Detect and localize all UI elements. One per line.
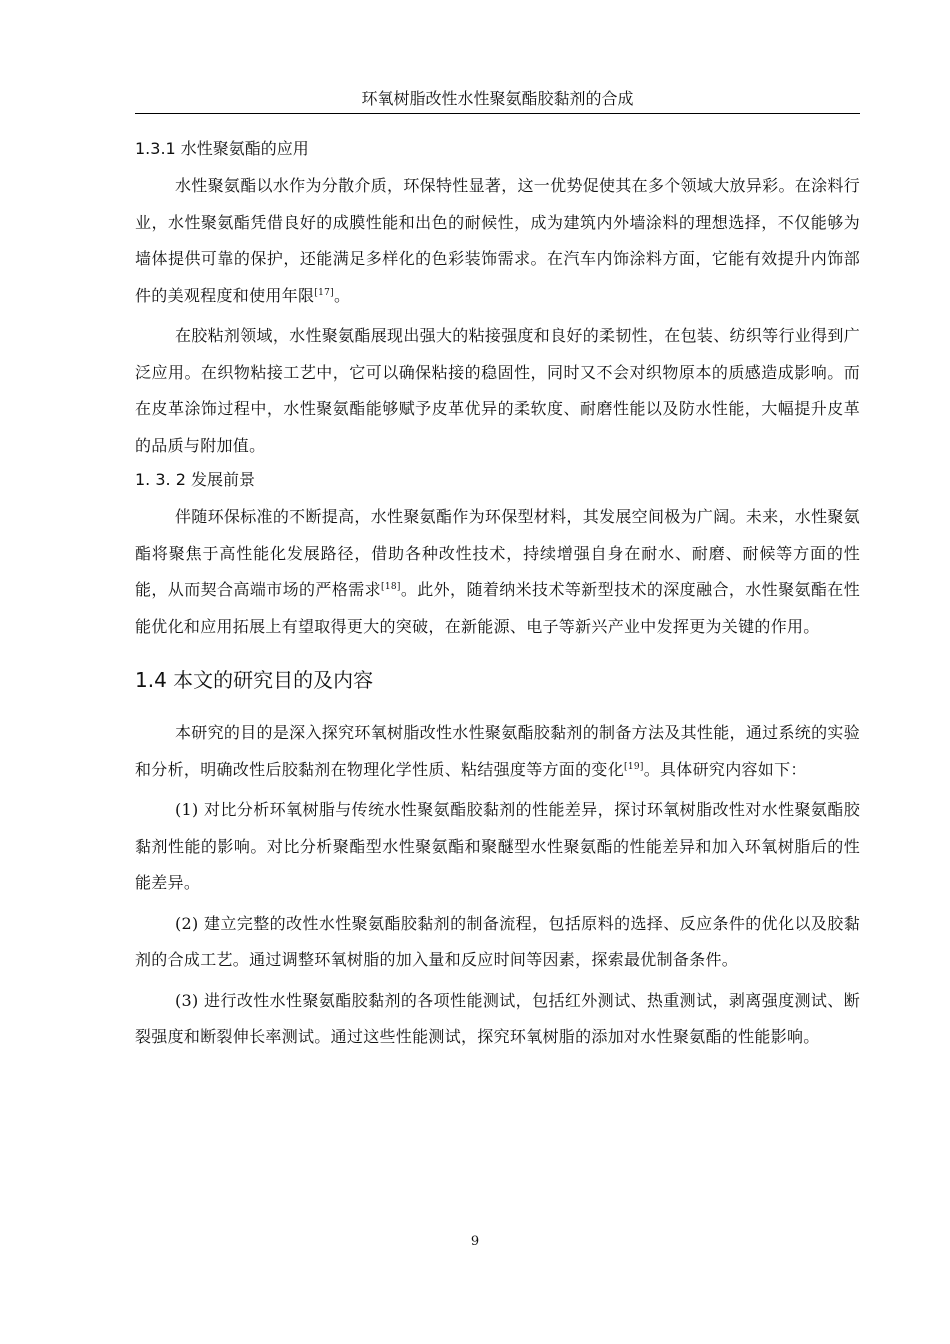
- paragraph-text: 本研究的目的是深入探究环氧树脂改性水性聚氨酯胶黏剂的制备方法及其性能，通过系统的实验和分析，明确改性后胶黏剂在物理化学性质、粘结强度等方面的变化: [135, 723, 860, 779]
- paragraph-applications-coatings: [135, 168, 860, 314]
- section-heading-1-3-2: 1. 3. 2 发展前景: [135, 470, 255, 489]
- paragraph-text: 水性聚氨酯以水作为分散介质，环保特性显著，这一优势促使其在多个领域大放异彩。在涂料行业，水性聚氨酯凭借良好的成膜性能和出色的耐候性，成为建筑内外墙涂料的理想选择，不仅能够为墙体提供可靠的保护，还能满足多样化的色彩装饰需求。在汽车内饰涂料方面，它能有效提升内饰部件的美观程度和使用年限: [135, 176, 860, 305]
- paragraph-end: 。具体研究内容如下：: [643, 759, 807, 779]
- citation-19[interactable]: [19]: [624, 761, 644, 772]
- page-number: 9: [470, 1234, 480, 1249]
- paragraph-research-purpose: [135, 715, 860, 788]
- paragraph-prospects: [135, 499, 860, 645]
- research-item-3: (3) 进行改性水性聚氨酯胶黏剂的各项性能测试，包括红外测试、热重测试，剥离强度测试、断裂强度和断裂伸长率测试。通过这些性能测试，探究环氧树脂的添加对水性聚氨酯的性能影响。: [135, 990, 860, 1046]
- page-body: [135, 136, 860, 1056]
- paragraph-applications-adhesives: 在胶粘剂领域，水性聚氨酯展现出强大的粘接强度和良好的柔韧性，在包装、纺织等行业得到广泛应用。在织物粘接工艺中，它可以确保粘接的稳固性，同时又不会对织物原本的质感造成影响。而在皮革涂饰过程中，水性聚氨酯能够赋予皮革优异的柔软度、耐磨性能以及防水性能，大幅提升皮革的品质与附加值。: [135, 326, 860, 455]
- header-rule: [135, 113, 860, 114]
- section-heading-1-3-1: 1.3.1 水性聚氨酯的应用: [135, 139, 309, 158]
- paragraph-end: 。: [334, 285, 351, 305]
- research-item-2: (2) 建立完整的改性水性聚氨酯胶黏剂的制备流程，包括原料的选择、反应条件的优化以及胶黏剂的合成工艺。通过调整环氧树脂的加入量和反应时间等因素，探索最优制备条件。: [135, 913, 860, 969]
- citation-17[interactable]: [17]: [314, 287, 334, 298]
- paragraph-end: 。此外，随着纳米技术等新型技术的深度融合，水性聚氨酯在性能优化和应用拓展上有望取得更大的突破，在新能源、电子等新兴产业中发挥更为关键的作用。: [135, 580, 860, 636]
- citation-18[interactable]: [18]: [381, 582, 401, 592]
- research-item-1: (1) 对比分析环氧树脂与传统水性聚氨酯胶黏剂的性能差异，探讨环氧树脂改性对水性聚氨酯胶黏剂性能的影响。对比分析聚酯型水性聚氨酯和聚醚型水性聚氨酯的性能差异和加入环氧树脂后的性能差异。: [135, 800, 860, 892]
- section-heading-1-4: 1.4 本文的研究目的及内容: [135, 668, 374, 692]
- running-header: 环氧树脂改性水性聚氨酯胶黏剂的合成: [361, 89, 634, 108]
- paragraph-text: 伴随环保标准的不断提高，水性聚氨酯作为环保型材料，其发展空间极为广阔。未来，水性聚氨酯将聚焦于高性能化发展路径，借助各种改性技术，持续增强自身在耐水、耐磨、耐候等方面的性能，从而契合高端市场的严格需求: [135, 507, 860, 599]
